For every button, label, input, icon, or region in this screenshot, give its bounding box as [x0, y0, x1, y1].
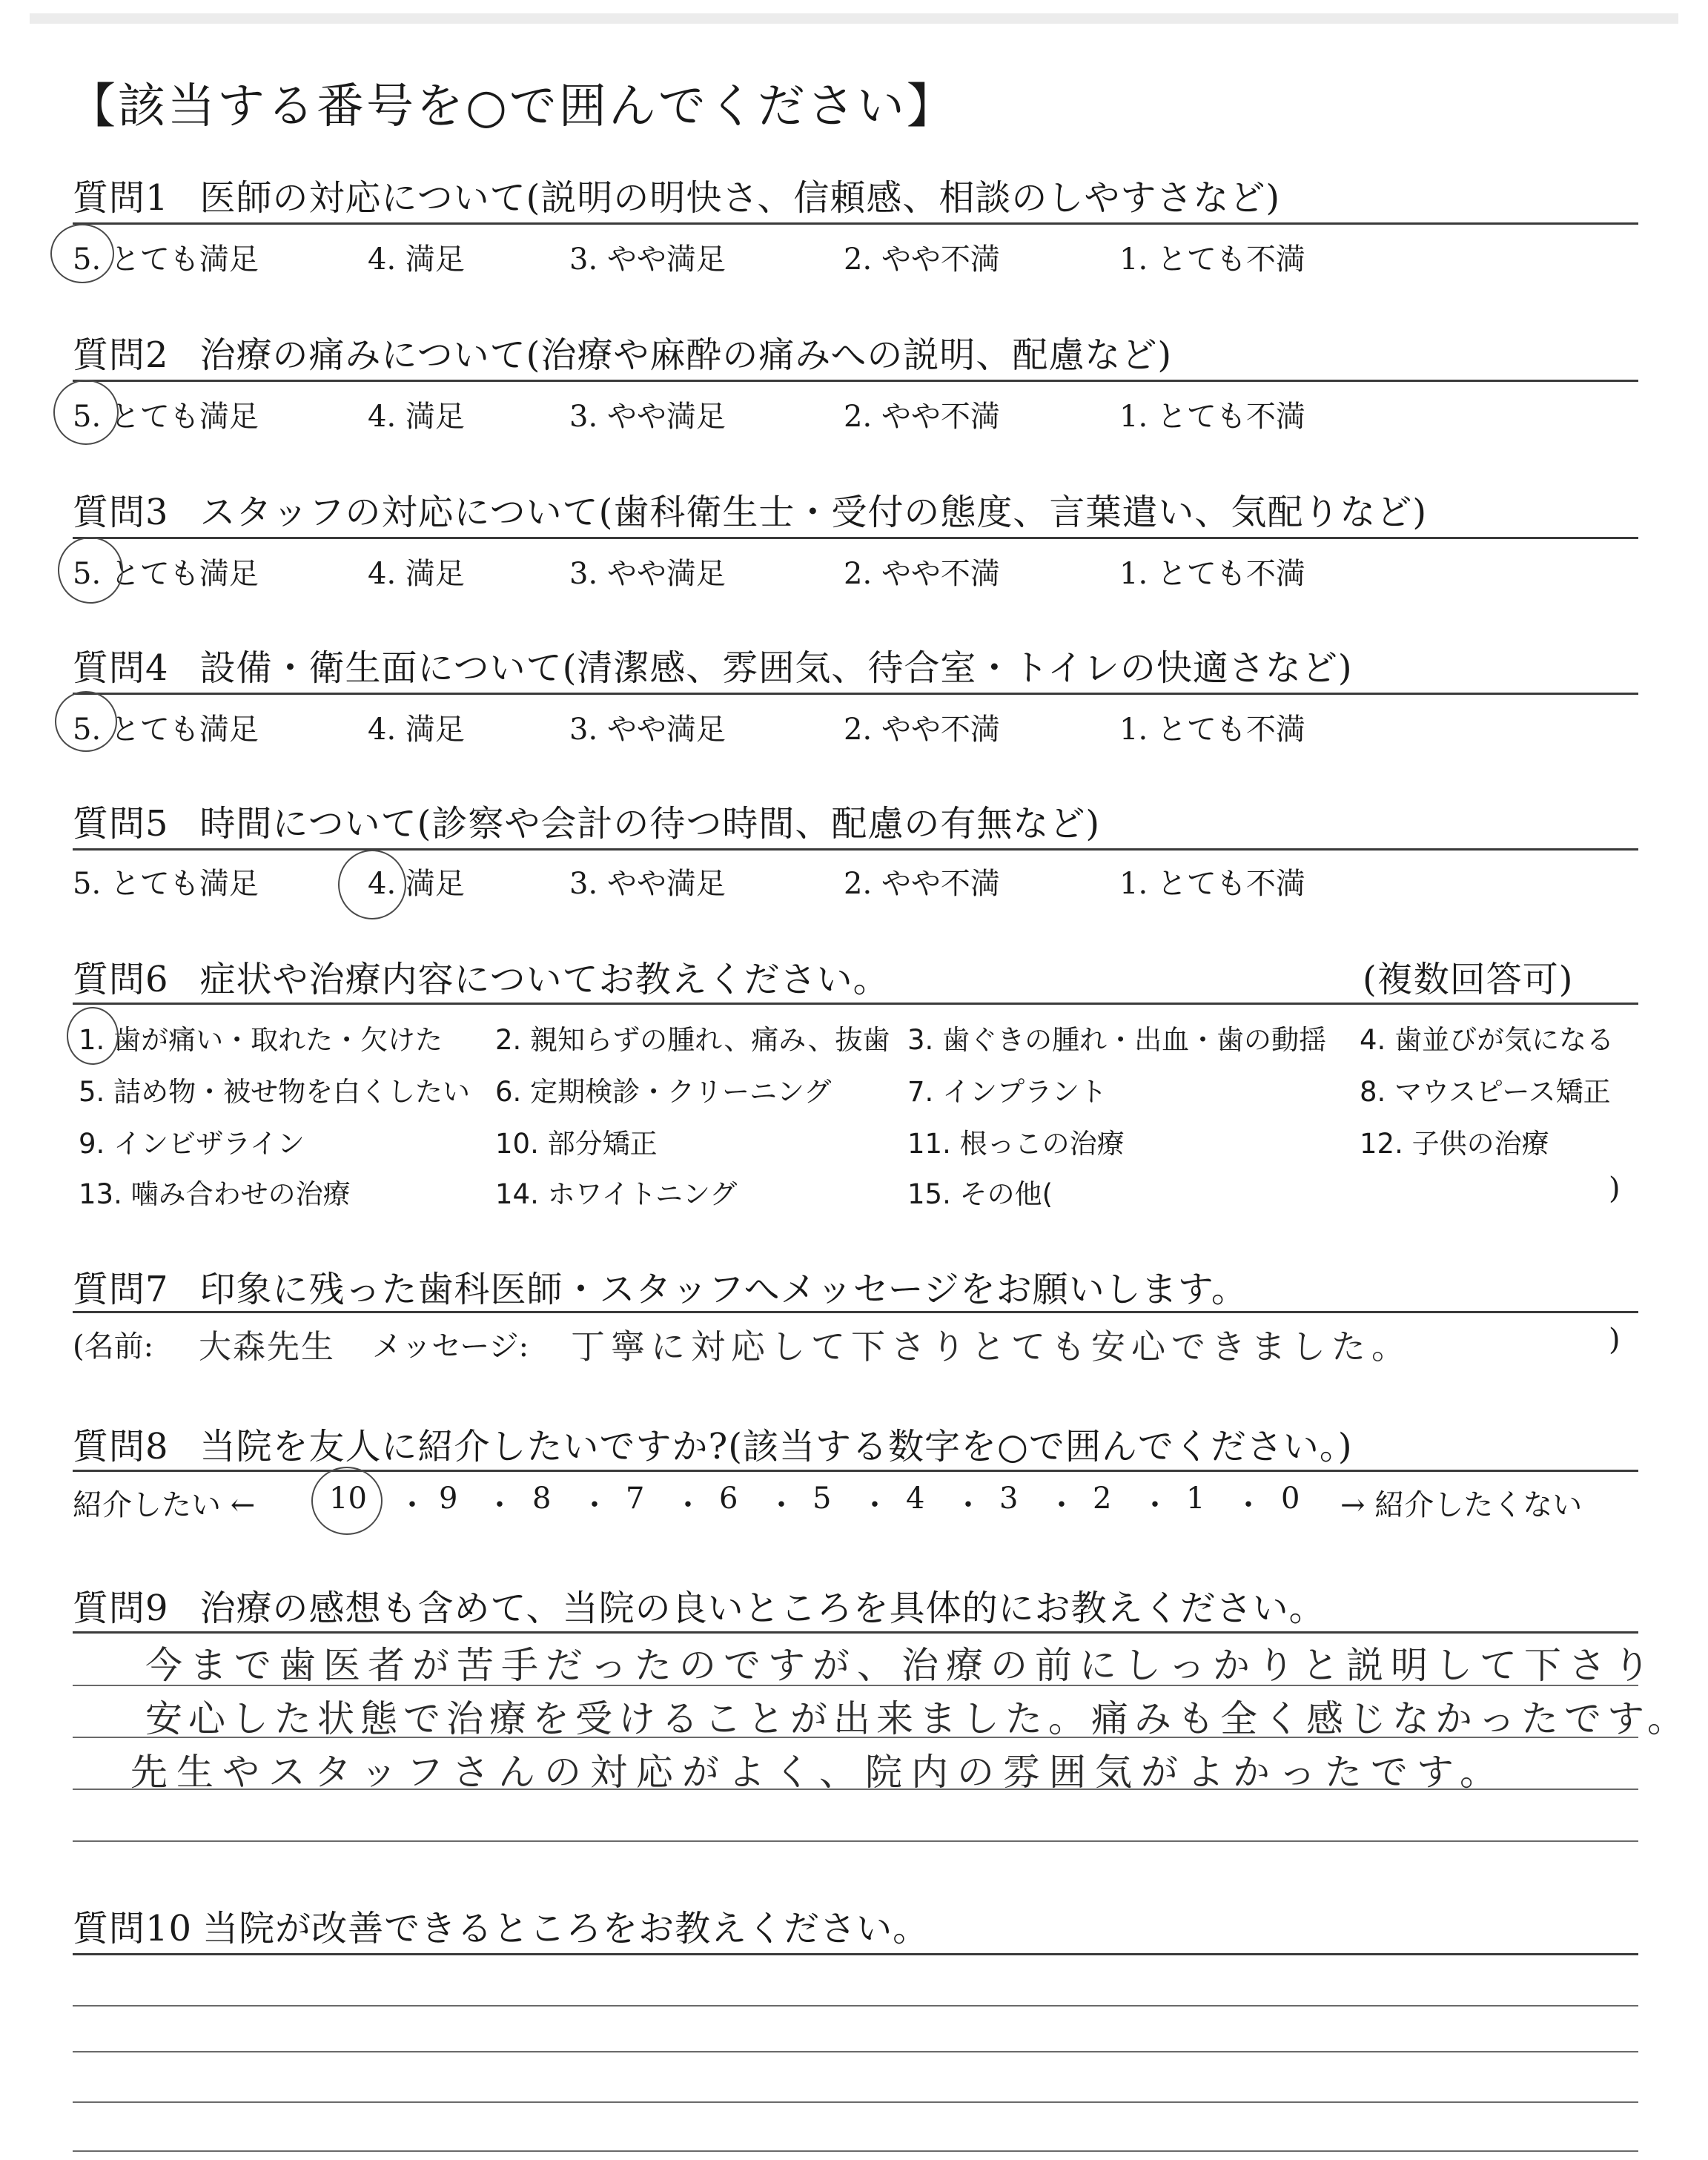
- question-6-note: (複数回答可): [1363, 959, 1574, 1000]
- q3-option-3[interactable]: 3. やや満足: [569, 557, 726, 591]
- q2-option-1[interactable]: 1. とても不満: [1119, 400, 1305, 434]
- scale-8[interactable]: 8: [532, 1482, 552, 1516]
- scale-dot: ・: [1140, 1488, 1170, 1522]
- symptom-11[interactable]: 11. 根っこの治療: [907, 1128, 1125, 1160]
- symptom-15[interactable]: 15. その他(: [907, 1178, 1053, 1210]
- q1-selection-circle: [50, 224, 114, 283]
- scale-dot: ・: [860, 1488, 890, 1522]
- q5-option-5[interactable]: 5. とても満足: [73, 867, 259, 901]
- q5-selection-circle: [338, 850, 406, 919]
- message-close: ): [1609, 1323, 1621, 1357]
- symptom-4[interactable]: 4. 歯並びが気になる: [1360, 1024, 1615, 1056]
- q3-option-2[interactable]: 2. やや不満: [844, 557, 1000, 591]
- message-text[interactable]: 丁寧に対応して下さりとても安心できました。: [571, 1327, 1411, 1367]
- question-1-rule: [73, 222, 1638, 225]
- q2-option-3[interactable]: 3. やや満足: [569, 400, 726, 434]
- scale-2[interactable]: 2: [1093, 1482, 1112, 1516]
- scale-4[interactable]: 4: [906, 1482, 925, 1516]
- q5-option-2[interactable]: 2. やや不満: [844, 867, 1000, 901]
- question-8: 質問8 当院を友人に紹介したいですか?(該当する数字を○で囲んでください。): [73, 1426, 1353, 1467]
- q1-option-2[interactable]: 2. やや不満: [844, 242, 1000, 277]
- symptom-5[interactable]: 5. 詰め物・被せ物を白くしたい: [79, 1076, 471, 1108]
- symptom-10[interactable]: 10. 部分矯正: [495, 1128, 658, 1160]
- question-4: 質問4 設備・衛生面について(清潔感、雰囲気、待合室・トイレの快適さなど): [73, 647, 1353, 689]
- question-3-rule: [73, 537, 1638, 539]
- q3-option-1[interactable]: 1. とても不満: [1119, 557, 1305, 591]
- q4-option-3[interactable]: 3. やや満足: [569, 713, 726, 747]
- symptom-14[interactable]: 14. ホワイトニング: [495, 1178, 738, 1210]
- symptom-1[interactable]: 1. 歯が痛い・取れた・欠けた: [79, 1024, 443, 1056]
- scale-7[interactable]: 7: [626, 1482, 645, 1516]
- symptom-8[interactable]: 8. マウスピース矯正: [1360, 1076, 1611, 1108]
- q5-option-4[interactable]: 4. 満足: [368, 867, 465, 901]
- page-heading: 【該当する番号を○で囲んでください】: [68, 79, 956, 134]
- q9-answer-line-3[interactable]: 先生やスタッフさんの対応がよく、院内の雰囲気がよかったです。: [130, 1751, 1506, 1794]
- question-2-rule: [73, 380, 1638, 382]
- q2-selection-circle: [53, 380, 119, 445]
- message-name[interactable]: 大森先生: [199, 1328, 335, 1366]
- scale-dot: ・: [580, 1488, 609, 1522]
- q4-option-2[interactable]: 2. やや不満: [844, 713, 1000, 747]
- q9-answer-line-1[interactable]: 今まで歯医者が苦手だったのですが、治療の前にしっかりと説明して下さり: [145, 1644, 1658, 1687]
- symptom-2[interactable]: 2. 親知らずの腫れ、痛み、抜歯: [495, 1024, 890, 1056]
- question-9: 質問9 治療の感想も含めて、当院の良いところを具体的にお教えください。: [73, 1588, 1325, 1629]
- answer-line: [73, 2150, 1638, 2152]
- question-4-rule: [73, 693, 1638, 695]
- top-edge: [30, 13, 1678, 24]
- message-label: メッセージ:: [372, 1330, 529, 1364]
- q1-option-5[interactable]: 5. とても満足: [73, 242, 259, 277]
- symptom-3[interactable]: 3. 歯ぐきの腫れ・出血・歯の動揺: [907, 1024, 1327, 1056]
- question-5-rule: [73, 848, 1638, 851]
- scale-dot: ・: [397, 1488, 427, 1522]
- scale-dot: ・: [485, 1488, 514, 1522]
- scale-right-label: → 紹介したくない: [1340, 1488, 1583, 1522]
- scale-left-label: 紹介したい ←: [73, 1488, 256, 1522]
- q1-option-3[interactable]: 3. やや満足: [569, 242, 726, 277]
- q3-option-5[interactable]: 5. とても満足: [73, 557, 259, 591]
- q5-option-1[interactable]: 1. とても不満: [1119, 867, 1305, 901]
- q6-selection-circle: [67, 1007, 119, 1065]
- q3-selection-circle: [58, 537, 123, 604]
- q4-option-1[interactable]: 1. とても不満: [1119, 713, 1305, 747]
- answer-line: [73, 2005, 1638, 2007]
- answer-line: [73, 2101, 1638, 2103]
- question-3: 質問3 スタッフの対応について(歯科衛生士・受付の態度、言葉遣い、気配りなど): [73, 492, 1428, 533]
- q4-selection-circle: [55, 691, 117, 752]
- scale-9[interactable]: 9: [439, 1482, 458, 1516]
- q2-option-4[interactable]: 4. 満足: [368, 400, 465, 434]
- question-6-rule: [73, 1003, 1638, 1005]
- scale-0[interactable]: 0: [1281, 1482, 1300, 1516]
- question-7-rule: [73, 1311, 1638, 1313]
- symptom-6[interactable]: 6. 定期検診・クリーニング: [495, 1076, 832, 1108]
- q9-answer-line-2[interactable]: 安心した状態で治療を受けることが出来ました。痛みも全く感じなかったです。: [145, 1697, 1690, 1740]
- scale-dot: ・: [1047, 1488, 1076, 1522]
- symptom-12[interactable]: 12. 子供の治療: [1360, 1128, 1549, 1160]
- question-6: 質問6 症状や治療内容についてお教えください。: [73, 959, 890, 1000]
- symptom-13[interactable]: 13. 噛み合わせの治療: [79, 1178, 351, 1210]
- scale-5[interactable]: 5: [812, 1482, 832, 1516]
- q2-option-2[interactable]: 2. やや不満: [844, 400, 1000, 434]
- q1-option-4[interactable]: 4. 満足: [368, 242, 465, 277]
- question-7: 質問7 印象に残った歯科医師・スタッフへメッセージをお願いします。: [73, 1269, 1248, 1310]
- answer-line: [73, 1840, 1638, 1842]
- message-open: (名前:: [73, 1330, 154, 1364]
- answer-line: [73, 2051, 1638, 2052]
- question-8-rule: [73, 1470, 1638, 1472]
- symptom-7[interactable]: 7. インプラント: [907, 1076, 1108, 1108]
- q8-selection-circle: [311, 1467, 383, 1535]
- symptom-15-close: ): [1609, 1172, 1621, 1206]
- scale-dot: ・: [1234, 1488, 1263, 1522]
- question-10-rule: [73, 1953, 1638, 1955]
- q1-option-1[interactable]: 1. とても不満: [1119, 242, 1305, 277]
- q2-option-5[interactable]: 5. とても満足: [73, 400, 259, 434]
- scale-dot: ・: [673, 1488, 703, 1522]
- scale-1[interactable]: 1: [1186, 1482, 1205, 1516]
- question-9-rule: [73, 1631, 1638, 1634]
- q5-option-3[interactable]: 3. やや満足: [569, 867, 726, 901]
- q4-option-4[interactable]: 4. 満足: [368, 713, 465, 747]
- q4-option-5[interactable]: 5. とても満足: [73, 713, 259, 747]
- question-10: 質問10 当院が改善できるところをお教えください。: [73, 1908, 930, 1949]
- q3-option-4[interactable]: 4. 満足: [368, 557, 465, 591]
- scale-dot: ・: [953, 1488, 983, 1522]
- symptom-9[interactable]: 9. インビザライン: [79, 1128, 305, 1160]
- question-1: 質問1 医師の対応について(説明の明快さ、信頼感、相談のしやすさなど): [73, 177, 1281, 219]
- scale-6[interactable]: 6: [719, 1482, 738, 1516]
- question-5: 質問5 時間について(診察や会計の待つ時間、配慮の有無など): [73, 803, 1101, 845]
- scale-3[interactable]: 3: [999, 1482, 1019, 1516]
- question-2: 質問2 治療の痛みについて(治療や麻酔の痛みへの説明、配慮など): [73, 334, 1173, 376]
- scale-dot: ・: [767, 1488, 796, 1522]
- scale-10[interactable]: 10: [329, 1482, 367, 1516]
